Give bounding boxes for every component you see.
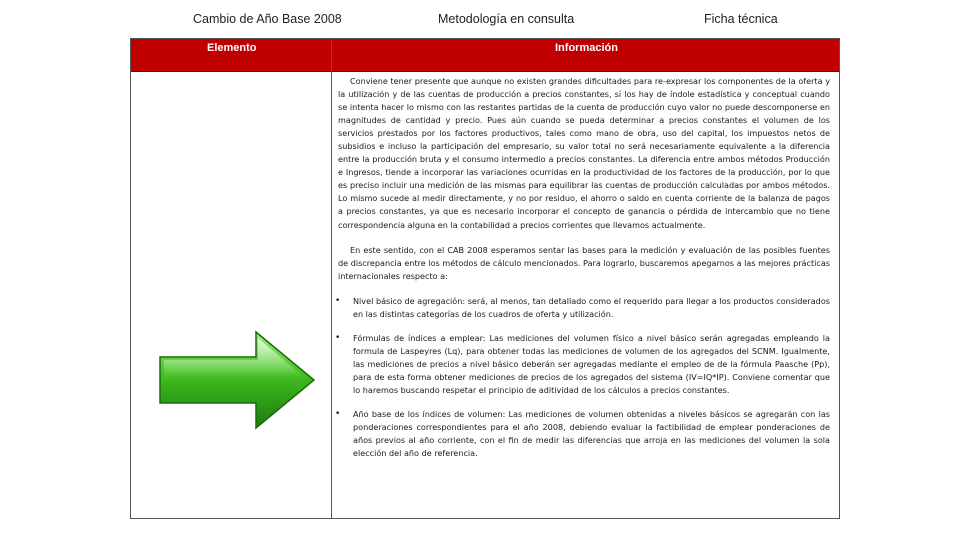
- bullet-dot: •: [335, 409, 341, 420]
- list-item: [335, 408, 830, 460]
- header-center-title: Metodología en consulta: [438, 12, 575, 26]
- list-item: [335, 295, 830, 321]
- information-cell: [335, 75, 831, 471]
- list-item: [335, 332, 830, 397]
- green-right-arrow-icon: [156, 329, 318, 431]
- list-item-text: Nivel básico de agregación: será, al menos, tan detallado como el requerido para llegar a los productos considerados en las distintas categorías de los cuadros de oferta y utilización.: [353, 295, 830, 319]
- methodology-table: [130, 38, 840, 519]
- column-header-informacion: Información: [555, 42, 618, 54]
- criteria-list: [335, 295, 830, 461]
- list-item-text: Año base de los índices de volumen: Las mediciones de volumen obtenidas a niveles básicos se agregarán con las ponderaciones correspondientes para el año 2008, debiendo evaluar la factibilidad de emplear ponderaciones de años previos al año corriente, con el fin de medir las diferencias que arroja en las mediciones del volumen la sola elección del año de referencia.: [353, 409, 830, 459]
- column-header-elemento: Elemento: [207, 42, 257, 54]
- table-header-row: [131, 39, 839, 72]
- bullet-dot: •: [335, 295, 341, 306]
- info-paragraph-1: Conviene tener presente que aunque no existen grandes dificultades para re-expresar los componentes de la oferta y la utilización y de las cuentas de producción a precios constantes, sí los hay de índole estadística y conceptual cuando se intenta hacer lo mismo con las restantes partidas de la cuenta de producción cuyo valor no puede descomponerse en magnitudes de cantidad y precio. Pues aún cuando se pueda determinar a precios constantes el volumen de los servicios prestados por los factores productivos, tales como mano de obra, uso del capital, los impuestos netos de subsidios e incluso la participación del empresario, su valor total no será necesariamente equivalente a la diferencia entre la producción bruta y el consumo intermedio a precios constantes. La diferencia entre ambos métodos Producción e Ingresos, tiende a incorporar las variaciones ocurridas en la productividad de los factores de la producción, por lo que es preciso incluir una medición de las mismas para equilibrar las cuentas de producción calculadas por ambos métodos. Lo mismo sucede al medir directamente, y no por residuo, el ahorro o saldo en cuenta corriente de la balanza de pagos a precios constantes, ya que es necesario incorporar el concepto de ganancia o pérdida de intercambio que no tiene correspondencia alguna en la contabilidad a precios corrientes que llevamos actualmente.: [338, 76, 830, 230]
- header-left-title: Cambio de Año Base 2008: [193, 12, 342, 26]
- column-divider: [331, 39, 332, 518]
- info-paragraph-2: En este sentido, con el CAB 2008 esperamos sentar las bases para la medición y evaluación de las posibles fuentes de discrepancia entre los métodos de cálculo mencionados. Para lograrlo, buscaremos apegarnos a las mejores prácticas internacionales respecto a:: [338, 244, 831, 281]
- bullet-dot: •: [335, 332, 341, 343]
- list-item-text: Fórmulas de índices a emplear: Las mediciones del volumen físico a nivel básico serán agregadas empleando la formula de Laspeyres (Lq), para obtener todas las mediciones de volumen de los agregados del SCNM. Igualmente, las mediciones de precios a nivel básico deberán ser agregadas mediante el empleo de de la fórmula Paasche (Pp), para de esta forma obtener mediciones de precios de los agregados del sistema (IV=IQ*IP). Conviene comentar que lo haremos buscando respetar el principio de aditividad de los cálculos a precios constantes.: [353, 332, 830, 395]
- header-right-title: Ficha técnica: [704, 12, 778, 26]
